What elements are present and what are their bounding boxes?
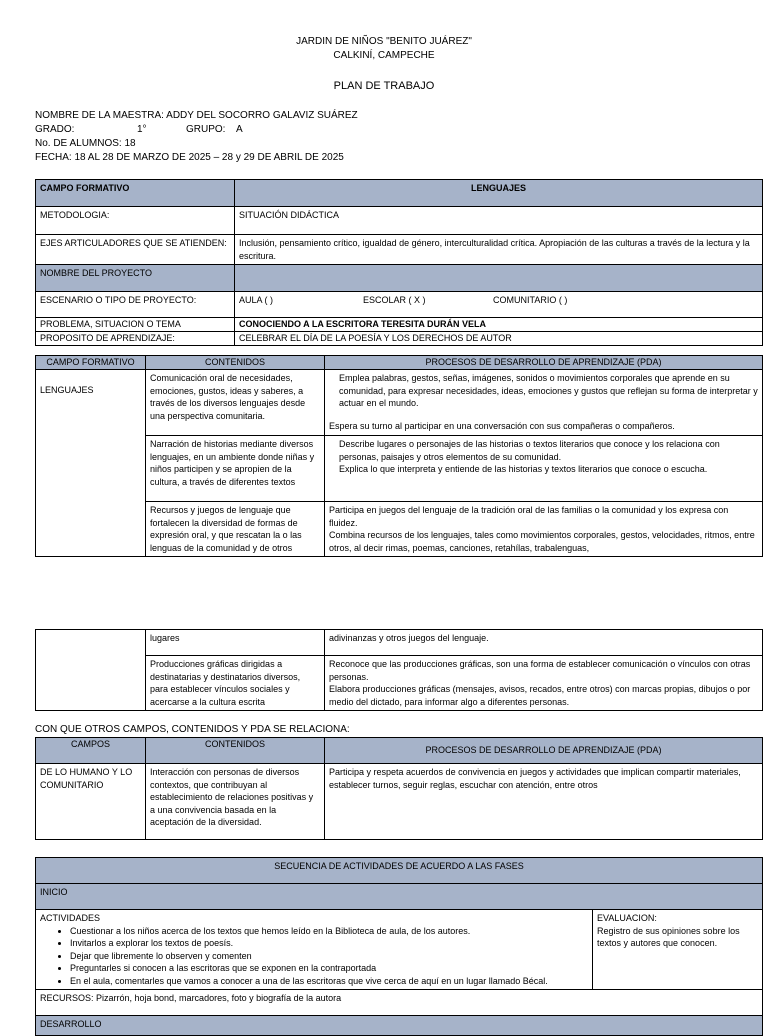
list-item: • Dejar que libremente lo observen y comenten — [70, 950, 588, 963]
grado-label: GRADO: — [35, 124, 75, 135]
school-name: JARDIN DE NIÑOS "BENITO JUÁREZ" — [296, 36, 472, 47]
contenidos-header-pda: PROCESOS DE DESARROLLO DE APRENDIZAJE (PDA) — [325, 356, 763, 370]
escenario-label: ESCENARIO O TIPO DE PROYECTO: — [36, 292, 235, 318]
list-item: • Preguntarles si conocen a las escritoras que se exponen en la contraportada — [70, 962, 588, 975]
campo-label: CAMPO FORMATIVO — [36, 180, 235, 207]
escenario-comunitario: COMUNITARIO ( ) — [493, 295, 568, 305]
pda-cell — [325, 370, 763, 436]
school-location: CALKINÍ, CAMPECHE — [333, 50, 435, 61]
ejes-value: Inclusión, pensamiento crítico, igualdad de género, interculturalidad crítica. Apropiación de las culturas a través de la lectura y la escritura. — [235, 235, 763, 265]
escenario-escolar: ESCOLAR ( X ) — [363, 295, 426, 305]
grupo-value: A — [236, 124, 243, 135]
contenido-cell: lugares — [146, 630, 325, 656]
problema-label: PROBLEMA, SITUACION O TEMA — [36, 318, 235, 332]
teacher-name: NOMBRE DE LA MAESTRA: ADDY DEL SOCORRO GALAVIZ SUÁREZ — [35, 110, 358, 121]
continuation-campo — [36, 630, 146, 711]
actividades-cell — [36, 910, 593, 990]
pda-cell — [325, 502, 763, 557]
evaluacion-label: EVALUACION: — [597, 913, 657, 923]
otros-header-contenidos: CONTENIDOS — [146, 738, 325, 764]
proposito-label: PROPOSITO DE APRENDIZAJE: — [36, 332, 235, 346]
list-item: • Cuestionar a los niños acerca de los textos que hemos leído en la Biblioteca de aula, de los autores. — [70, 925, 588, 938]
pda-item: Describe lugares o personajes de las historias o textos literarios que conoce y los relaciona con personas, paisajes y otros elementos de su comunidad. — [339, 439, 720, 462]
grado-grupo-line — [35, 124, 243, 135]
ejes-label: EJES ARTICULADORES QUE SE ATIENDEN: — [36, 235, 235, 265]
contenidos-header-campo: CAMPO FORMATIVO — [36, 356, 146, 370]
contenidos-campo: LENGUAJES — [36, 370, 146, 557]
fase-inicio: INICIO — [36, 884, 763, 910]
document-title: PLAN DE TRABAJO — [333, 80, 435, 92]
escenario-value — [235, 292, 763, 318]
contenido-cell: Producciones gráficas dirigidas a destinatarias y destinatarios diversos, para establecer vínculos sociales y acercarse a la cultura escrita — [146, 656, 325, 711]
escenario-aula: AULA ( ) — [239, 295, 274, 305]
problema-value: CONOCIENDO A LA ESCRITORA TERESITA DURÁN VELA — [235, 318, 763, 332]
general-info-table — [35, 179, 763, 346]
otros-header-pda: PROCESOS DE DESARROLLO DE APRENDIZAJE (PDA) — [325, 738, 763, 764]
otros-contenido: Interacción con personas de diversos contextos, que contribuyan al establecimiento de relaciones positivas y a una convivencia basada en la aceptación de la diversidad. — [146, 764, 325, 840]
list-item: • Invitarlos a explorar los textos de poesís. — [70, 937, 588, 950]
otros-pda: Participa y respeta acuerdos de convivencia en juegos y actividades que implican compartir materiales, establecer turnos, seguir reglas, escuchar con atención, entre otros — [325, 764, 763, 840]
proposito-value: CELEBRAR EL DÍA DE LA POESÍA Y LOS DERECHOS DE AUTOR — [235, 332, 763, 346]
contenido-cell: Comunicación oral de necesidades, emociones, gustos, ideas y saberes, a través de los diversos lenguajes desde una perspectiva comunitaria. — [146, 370, 325, 436]
pda-item: Elabora producciones gráficas (mensajes, avisos, recados, entre otros) con marcas propias, dibujos o por medio del dictado, para informar algo a diferentes personas. — [329, 684, 751, 707]
evaluacion-cell — [593, 910, 763, 990]
pda-item: Explica lo que interpreta y entiende de las historias y textos literarios que conoce o escucha. — [339, 464, 708, 474]
pda-item: Combina recursos de los lenguajes, tales como movimientos corporales, gestos, velocidades, ritmos, entre otros, al decir rimas, poemas, canciones, retahílas, trabalenguas, — [329, 530, 755, 553]
actividades-label: ACTIVIDADES — [40, 913, 101, 923]
contenidos-header-contenidos: CONTENIDOS — [146, 356, 325, 370]
metodologia-label: METODOLOGIA: — [36, 207, 235, 235]
actividades-list — [40, 925, 588, 988]
pda-cell: adivinanzas y otros juegos del lenguaje. — [325, 630, 763, 656]
pda-cell — [325, 436, 763, 502]
pda-item: Emplea palabras, gestos, señas, imágenes, sonidos o movimientos corporales que aprende en su comunidad, para expresar necesidades, ideas, emociones y gustos que reflejan su forma de interpretar y actuar en el mundo. — [339, 373, 758, 408]
pda-item: Espera su turno al participar en una conversación con sus compañeras o compañeros. — [329, 420, 675, 431]
list-item: • En el aula, comentarles que vamos a conocer a una de las escritoras que vive cerca de aquí en un lugar llamado Bécal. — [70, 975, 588, 988]
secuencia-table — [35, 857, 763, 1036]
proyecto-label: NOMBRE DEL PROYECTO — [36, 265, 235, 292]
otros-header-campos: CAMPOS — [36, 738, 146, 764]
otros-campos-table — [35, 737, 763, 840]
recursos: RECURSOS: Pizarrón, hoja bond, marcadores, foto y biografía de la autora — [36, 990, 763, 1016]
evaluacion-value: Registro de sus opiniones sobre los textos y autores que conocen. — [597, 925, 740, 948]
proyecto-value — [235, 265, 763, 292]
secuencia-title: SECUENCIA DE ACTIVIDADES DE ACUERDO A LAS FASES — [36, 858, 763, 884]
contenidos-table — [35, 355, 763, 557]
campo-value: LENGUAJES — [235, 180, 763, 207]
contenido-cell: Recursos y juegos de lenguaje que fortalecen la diversidad de formas de expresión oral, y que rescatan la o las lenguas de la comunidad y de otros — [146, 502, 325, 557]
metodologia-value: SITUACIÓN DIDÁCTICA — [235, 207, 763, 235]
alumnos-count: No. DE ALUMNOS: 18 — [35, 138, 136, 149]
otros-campo: DE LO HUMANO Y LO COMUNITARIO — [36, 764, 146, 840]
grupo-label: GRUPO: — [186, 124, 226, 135]
pda-item: Participa en juegos del lenguaje de la tradición oral de las familias o la comunidad y los expresa con fluidez. — [329, 505, 729, 528]
fecha-line: FECHA: 18 AL 28 DE MARZO DE 2025 – 28 y 29 DE ABRIL DE 2025 — [35, 152, 344, 163]
pda-cell — [325, 656, 763, 711]
grado-value: 1° — [137, 124, 147, 135]
contenido-cell: Narración de historias mediante diversos lenguajes, en un ambiente donde niñas y niños participen y se apropien de la cultura, a través de diferentes textos — [146, 436, 325, 502]
pda-item: Reconoce que las producciones gráficas, son una forma de establecer comunicación o vínculos con otras personas. — [329, 659, 751, 682]
fase-desarrollo: DESARROLLO — [36, 1016, 763, 1036]
contenidos-continuation-table — [35, 629, 763, 711]
otros-campos-title: CON QUE OTROS CAMPOS, CONTENIDOS Y PDA SE RELACIONA: — [35, 724, 350, 735]
